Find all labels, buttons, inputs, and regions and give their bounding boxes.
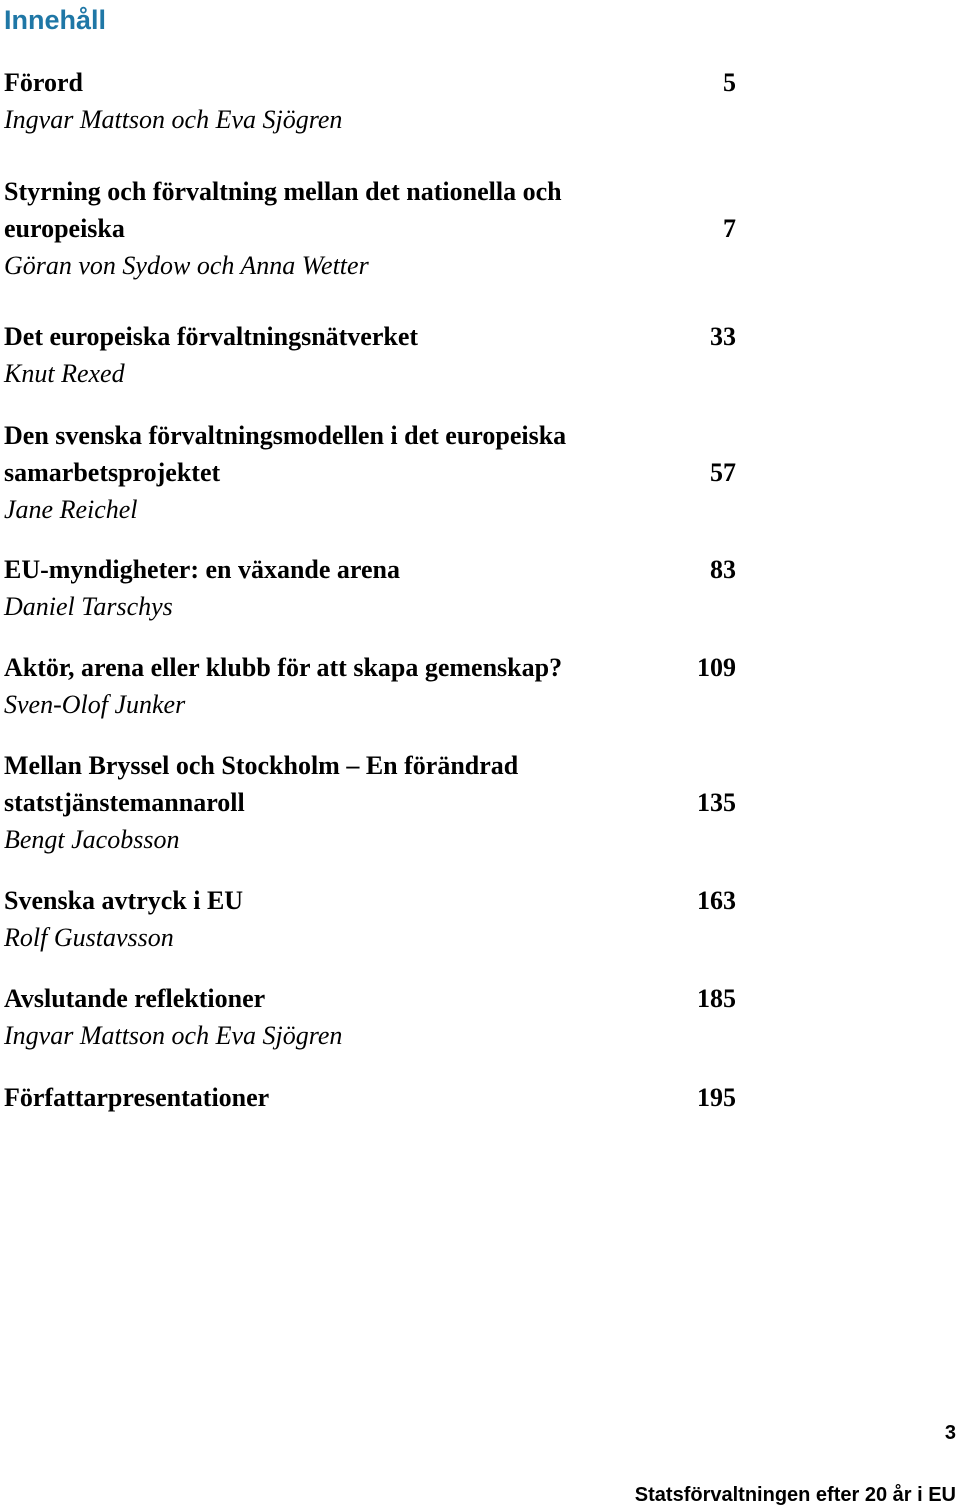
- toc-entry-page-number: 135: [697, 788, 736, 817]
- toc-entry-title-line: [4, 454, 736, 491]
- toc-entry[interactable]: [4, 551, 736, 625]
- toc-entry-author: Bengt Jacobsson: [4, 825, 180, 854]
- toc-entry-title: Författarpresentationer: [4, 1083, 270, 1112]
- toc-entry-page-number: 195: [697, 1083, 736, 1112]
- toc-entry[interactable]: [4, 417, 736, 528]
- toc-entry-title: EU-myndigheter: en växande arena: [4, 555, 401, 584]
- toc-entry-author: Jane Reichel: [4, 495, 138, 524]
- toc-entry-page-number: 5: [723, 68, 736, 97]
- footer-book-title: Statsförvaltningen efter 20 år i EU: [634, 1484, 956, 1506]
- toc-entry-title-line: [4, 980, 736, 1017]
- toc-entry[interactable]: [4, 318, 736, 392]
- toc-entry[interactable]: [4, 649, 736, 723]
- toc-entry-title-line: [4, 64, 736, 101]
- toc-entry[interactable]: [4, 980, 736, 1054]
- toc-entry[interactable]: [4, 882, 736, 956]
- toc-entry-title: samarbetsprojektet: [4, 458, 221, 487]
- toc-entry-page-number: 185: [697, 984, 736, 1013]
- toc-entry-author: Ingvar Mattson och Eva Sjögren: [4, 1021, 343, 1050]
- toc-entry-author: Ingvar Mattson och Eva Sjögren: [4, 105, 343, 134]
- toc-entry-author: Knut Rexed: [4, 359, 125, 388]
- toc-entry-title-line: [4, 747, 736, 784]
- toc-entry-title: Mellan Bryssel och Stockholm – En förändrad: [4, 751, 519, 780]
- toc-entry[interactable]: [4, 64, 736, 138]
- toc-entry-title-line: [4, 417, 736, 454]
- toc-entry-author: Daniel Tarschys: [4, 592, 173, 621]
- page-heading: Innehåll: [4, 5, 107, 35]
- toc-entry-title-line: [4, 318, 736, 355]
- toc-entry-author: Rolf Gustavsson: [4, 923, 174, 952]
- toc-entry[interactable]: [4, 747, 736, 858]
- toc-entry-title-line: [4, 1079, 736, 1116]
- toc-entry-author: Göran von Sydow och Anna Wetter: [4, 251, 369, 280]
- toc-entry-title: Avslutande reflektioner: [4, 984, 266, 1013]
- toc-entry-author: Sven-Olof Junker: [4, 690, 186, 719]
- toc-entry-title-line: [4, 784, 736, 821]
- toc-entry-page-number: 83: [710, 555, 736, 584]
- toc-entry-title-line: [4, 882, 736, 919]
- toc-entry-title: Svenska avtryck i EU: [4, 886, 244, 915]
- footer-page-number: 3: [944, 1422, 956, 1444]
- toc-entry-title: Det europeiska förvaltningsnätverket: [4, 322, 419, 351]
- toc-entry-page-number: 33: [710, 322, 736, 351]
- toc-entry-title: statstjänstemannaroll: [4, 788, 245, 817]
- toc-entry-title: Förord: [4, 68, 83, 97]
- toc-entry-page-number: 109: [697, 653, 736, 682]
- toc-entry[interactable]: [4, 173, 736, 284]
- toc-entry-title: Aktör, arena eller klubb för att skapa gemenskap?: [4, 653, 563, 682]
- toc-entry[interactable]: [4, 1079, 736, 1116]
- toc-entry-page-number: 57: [710, 458, 736, 487]
- toc-entry-title: Den svenska förvaltningsmodellen i det europeiska: [4, 421, 567, 450]
- toc-entry-page-number: 7: [723, 214, 736, 243]
- toc-entry-title-line: [4, 173, 736, 210]
- toc-entry-title: europeiska: [4, 214, 125, 243]
- toc-entry-page-number: 163: [697, 886, 736, 915]
- toc-entry-title: Styrning och förvaltning mellan det nationella och: [4, 177, 562, 206]
- toc-entry-title-line: [4, 551, 736, 588]
- toc-entry-title-line: [4, 649, 736, 686]
- toc-entry-title-line: [4, 210, 736, 247]
